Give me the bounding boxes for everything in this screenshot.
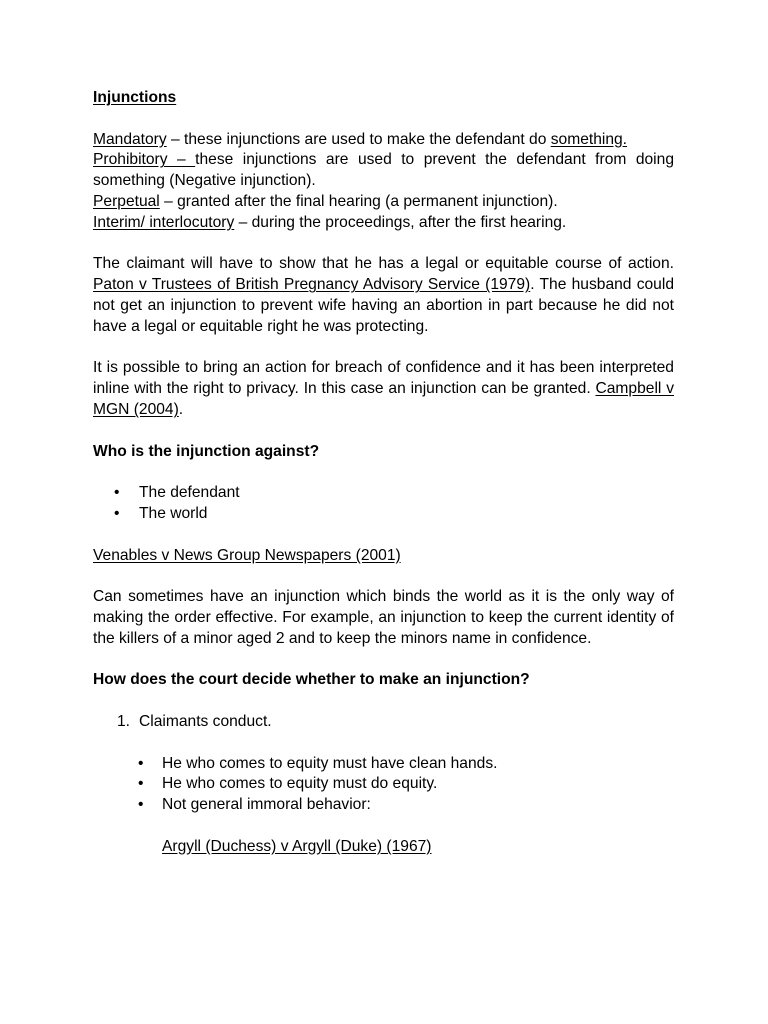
definition-interim — [93, 213, 674, 234]
list-item-text: He who comes to equity must do equity. — [162, 775, 438, 793]
definition-perpetual — [93, 192, 674, 213]
bullet-icon: • — [138, 754, 144, 772]
list-item — [93, 483, 674, 504]
page-title — [93, 88, 674, 109]
definition-text: – these injunctions are used to make the defendant do — [166, 130, 551, 148]
paragraph-text: The claimant will have to show that he has a legal or equitable course of action. — [93, 255, 674, 273]
list-item-text: The world — [139, 504, 208, 522]
spacer — [93, 691, 674, 712]
spacer — [93, 109, 674, 130]
bullet-icon: • — [138, 775, 144, 793]
list-item — [93, 754, 674, 775]
heading-against: Who is the injunction against? — [93, 442, 320, 460]
case-argyll — [93, 837, 674, 858]
list-item — [93, 504, 674, 525]
definition-tail: something. — [550, 130, 628, 148]
numbered-item-text: Claimants conduct. — [139, 712, 272, 730]
spacer — [93, 525, 674, 546]
term-mandatory: Mandatory — [93, 130, 167, 148]
definition-text: – during the proceedings, after the first hearing. — [234, 213, 567, 231]
spacer — [93, 421, 674, 442]
list-item-text: Not general immoral behavior: — [162, 796, 371, 814]
spacer — [93, 338, 674, 359]
case-venables-text: Venables v News Group Newspapers (2001) — [93, 546, 401, 564]
definition-prohibitory — [93, 150, 674, 192]
document-page — [93, 88, 674, 857]
definition-text: – granted after the final hearing (a permanent injunction). — [159, 192, 558, 210]
case-campbell: Campbell v MGN (2004) — [93, 380, 674, 418]
definition-text: these injunctions are used to prevent the defendant from doing something (Negative injunction). — [93, 151, 674, 190]
spacer — [93, 733, 674, 754]
bullet-icon: • — [138, 796, 144, 814]
paragraph-text: . — [178, 400, 184, 418]
item-number: 1. — [117, 712, 131, 730]
conduct-list — [93, 754, 674, 816]
title-text: Injunctions — [93, 89, 177, 106]
list-item-text: He who comes to equity must have clean hands. — [162, 754, 498, 772]
term-prohibitory: Prohibitory – — [93, 151, 196, 169]
spacer — [93, 462, 674, 483]
paragraph-confidence — [93, 358, 674, 420]
against-list — [93, 483, 674, 525]
spacer — [93, 650, 674, 671]
paragraph-text: . The husband could not get an injunction to prevent wife having an abortion in part because he did not have a legal or equitable right he was protecting. — [93, 276, 674, 335]
list-item-text: The defendant — [139, 484, 240, 502]
spacer — [93, 234, 674, 255]
paragraph-text: It is possible to bring an action for breach of confidence and it has been interpreted inline with the right to privacy. In this case an injunction can be granted. — [93, 359, 674, 398]
list-item — [93, 774, 674, 795]
paragraph-legal-right — [93, 254, 674, 337]
bullet-icon: • — [114, 484, 120, 502]
case-venables — [93, 546, 674, 567]
numbered-item — [93, 712, 674, 733]
heading-court-decide: How does the court decide whether to make an injunction? — [93, 671, 530, 689]
spacer — [93, 816, 674, 837]
case-argyll-text: Argyll (Duchess) v Argyll (Duke) (1967) — [162, 837, 432, 855]
bullet-icon: • — [114, 504, 120, 522]
list-item — [93, 795, 674, 816]
case-paton: Paton v Trustees of British Pregnancy Advisory Service (1979) — [93, 276, 531, 294]
term-perpetual: Perpetual — [93, 192, 160, 210]
definition-mandatory — [93, 130, 674, 151]
paragraph-binds-world: Can sometimes have an injunction which binds the world as it is the only way of making the order effective. For example, an injunction to keep the current identity of the killers of a minor aged 2 and to keep the minors name in confidence. — [93, 588, 674, 647]
spacer — [93, 566, 674, 587]
term-interim: Interim/ interlocutory — [93, 213, 235, 231]
